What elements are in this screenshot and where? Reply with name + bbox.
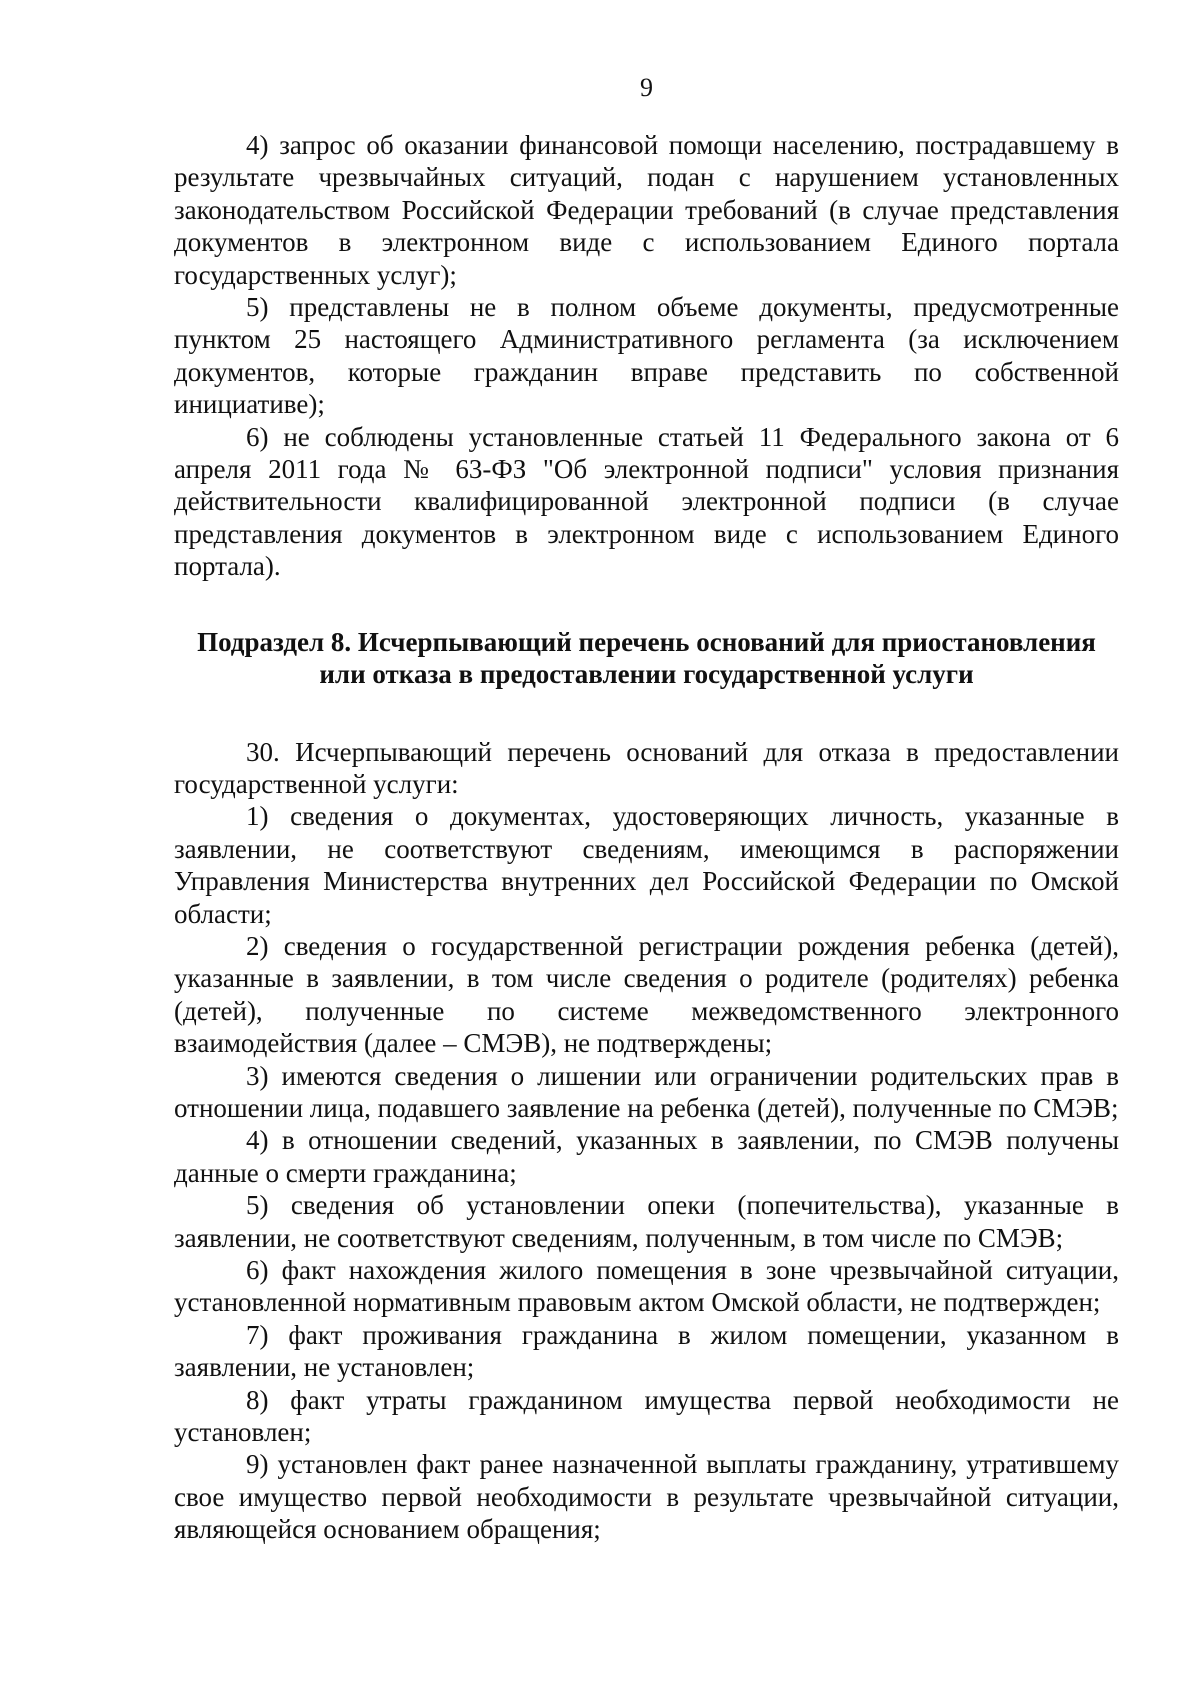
- paragraph-reason-4: 4) в отношении сведений, указанных в заявлении, по СМЭВ получены данные о смерти гражданина;: [174, 1125, 1119, 1188]
- page-number: 9: [640, 73, 653, 102]
- paragraph-reason-7: 7) факт проживания гражданина в жилом помещении, указанном в заявлении, не установлен;: [174, 1319, 1119, 1383]
- paragraph-item-4: 4) запрос об оказании финансовой помощи населению, пострадавшему в результате чрезвычайных ситуаций, подан с нарушением установленных законодательством Российской Федерации требований (в случае представления документов в электронном виде с использованием Единого портала государственных услуг);: [174, 130, 1119, 290]
- paragraph-reason-2: 2) сведения о государственной регистрации рождения ребенка (детей), указанные в заявлении, в том числе сведения о родителе (родителях) ребенка (детей), полученные по системе межведомственного электронного взаимодействия (далее – СМЭВ), не подтверждены;: [174, 930, 1119, 1059]
- paragraph-reason-6: 6) факт нахождения жилого помещения в зоне чрезвычайной ситуации, установленной нормативным правовым актом Омской области, не подтвержден;: [174, 1255, 1119, 1318]
- paragraph-item-5: 5) представлены не в полном объеме документы, предусмотренные пунктом 25 настоящего Административного регламента (за исключением документов, которые гражданин вправе представить по собственной инициативе);: [174, 292, 1119, 420]
- subsection-heading-line-1: Подраздел 8. Исчерпывающий перечень оснований для приостановления: [197, 626, 1096, 657]
- subsection-heading-line-2: или отказа в предоставлении государственной услуги: [319, 659, 974, 690]
- document-body: [174, 129, 1119, 1546]
- paragraph-clause-30: 30. Исчерпывающий перечень оснований для отказа в предоставлении государственной услуги:: [174, 736, 1119, 799]
- paragraph-reason-5: 5) сведения об установлении опеки (попечительства), указанные в заявлении, не соответствуют сведениям, полученным, в том числе по СМЭВ;: [174, 1190, 1119, 1253]
- paragraph-reason-9: 9) установлен факт ранее назначенной выплаты гражданину, утратившему свое имущество первой необходимости в результате чрезвычайной ситуации, являющейся основанием обращения;: [174, 1449, 1119, 1545]
- paragraph-item-6: 6) не соблюдены установленные статьей 11 Федерального закона от 6 апреля 2011 года № 63-ФЗ "Об электронной подписи" условия признания действительности квалифицированной электронной подписи (в случае представления документов в электронном виде с использованием Единого портала).: [174, 421, 1119, 582]
- paragraph-reason-1: 1) сведения о документах, удостоверяющих личность, указанные в заявлении, не соответствуют сведениям, имеющимся в распоряжении Управления Министерства внутренних дел Российской Федерации по Омской области;: [174, 801, 1119, 929]
- paragraph-reason-8: 8) факт утраты гражданином имущества первой необходимости не установлен;: [174, 1384, 1119, 1448]
- subsection-heading: [174, 626, 1119, 691]
- paragraph-reason-3: 3) имеются сведения о лишении или ограничении родительских прав в отношении лица, подавшего заявление на ребенка (детей), полученные по СМЭВ;: [174, 1060, 1119, 1123]
